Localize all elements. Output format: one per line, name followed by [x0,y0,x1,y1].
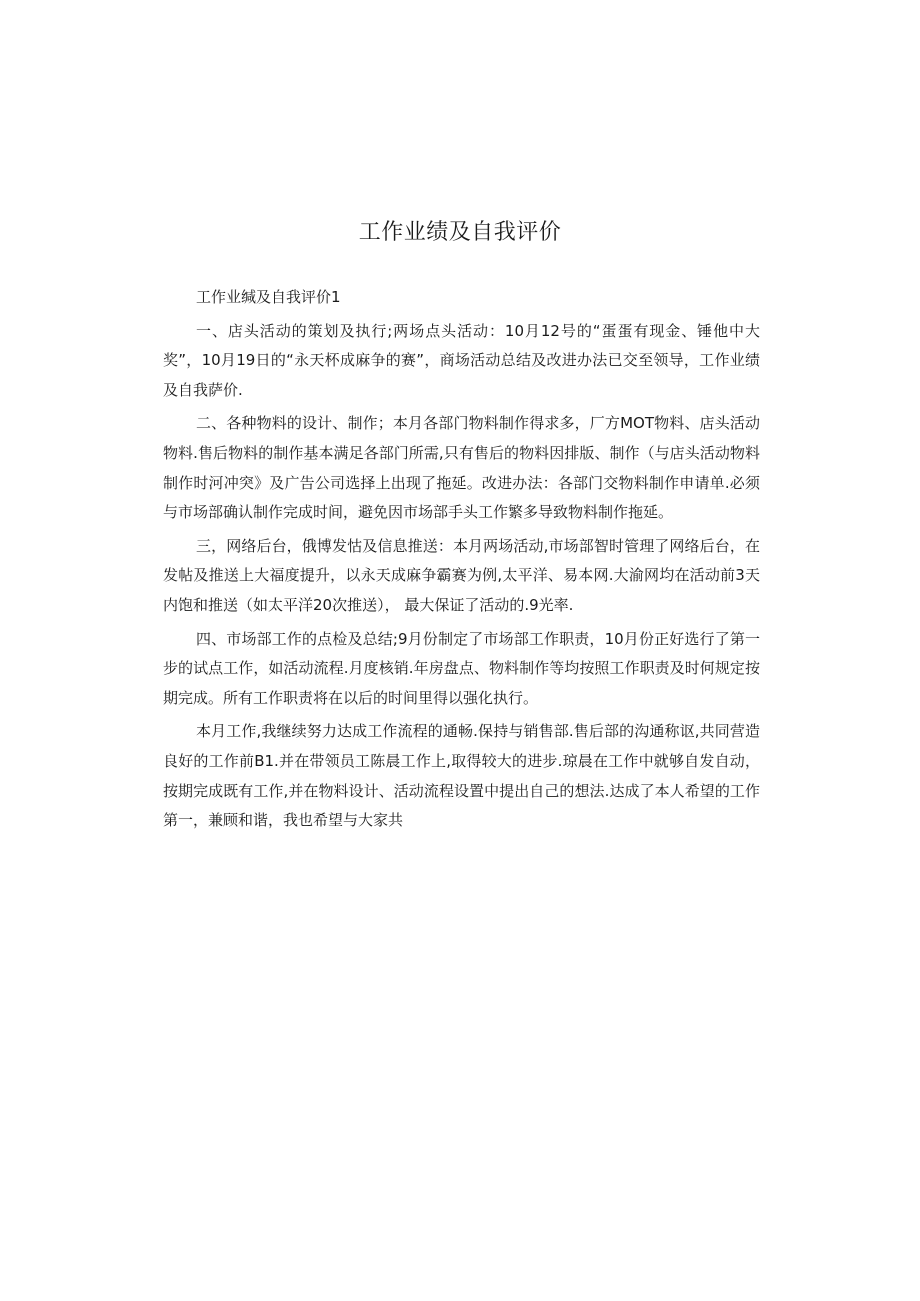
document-subtitle: 工作业缄及自我评价1 [196,288,341,306]
paragraph-materials: 二、各种物料的设计、制作；本月各部门物料制作得求多，厂方MOT物料、店头活动物料.售后物料的制作基本满足各部门所需,只有售后的物料因排版、制作（与店头活动物料制作时河冲突》及广告公司选择上出现了拖延。改进办法：各部门交物料制作申请单.必须与市场部确认制作完成时间，避免因市场部手头工作繁多导致物料制作拖延。 [163,414,760,522]
paragraph-online-backend: 三，网络后台，俄博发怙及信息推送：本月两场活动,市场部智时管理了网络后台，在发帖及推送上大福度提升，以永天成麻争霸赛为例,太平洋、易本网.大渝网均在活动前3天内饱和推送（如太平洋20次推送）， 最大保证了活动的.9光率. [163,536,760,614]
paragraph-inspection-summary: 四、市场部工作的点检及总结;9月份制定了市场部工作职责，10月份正好选行了第一步的试点工作，如活动流程.月度核销.年房盘点、物料制作等均按照工作职责及时何规定按期完成。所有工作职责将在以后的时间里得以强化执行。 [163,629,760,707]
paragraph-monthly-work: 本月工作,我继续努力达成工作流程的通畅.保持与销售部.售后部的沟通称讴,共同营造良好的工作前B1.并在带领员工陈晨工作上,取得较大的进步.琼晨在工作中就够自发自动，按期完成既有工作,并在物料设计、活动流程设置中提出自己的想法.达成了本人希望的工作第一，兼顾和谐，我也希望与大家共 [163,722,760,830]
document-body [163,283,760,840]
document-title: 工作业绩及自我评价 [358,220,562,245]
paragraph-store-events: 一、店头活动的策划及执行;两场点头活动：10月12号的“蛋蛋有现金、锤他中大奖”，10月19日的“永天杯成麻争的赛”，商场活动总结及改进办法已交至领导，工作业绩及自我萨价. [163,321,760,399]
